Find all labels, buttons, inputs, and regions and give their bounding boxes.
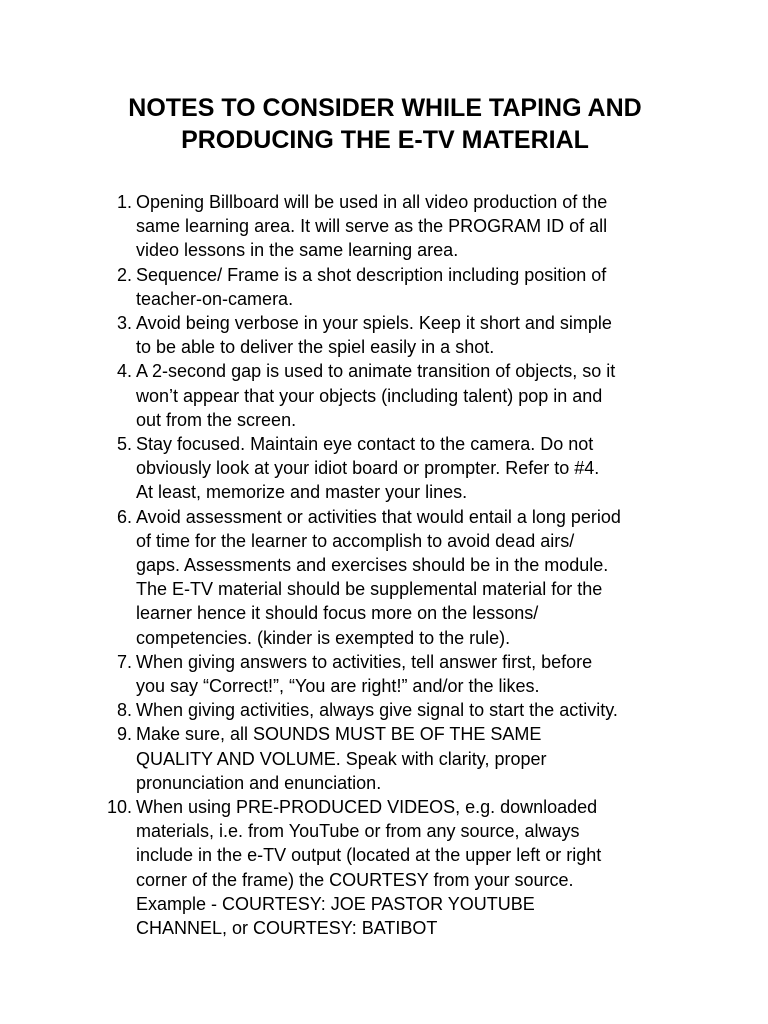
note-item-10 (0, 795, 720, 940)
page-title (40, 92, 730, 156)
note-number: 10. (106, 797, 132, 818)
note-item-9 (0, 722, 720, 795)
note-line: competencies. (kinder is exempted to the rule). (136, 627, 511, 648)
note-line: learner hence it should focus more on the lessons/ (136, 603, 539, 624)
note-line: video lessons in the same learning area. (136, 240, 459, 261)
note-line: you say “Correct!”, “You are right!” and/or the likes. (136, 676, 540, 697)
page-title-line-2: PRODUCING THE E-TV MATERIAL (181, 126, 589, 154)
page-title-line-1: NOTES TO CONSIDER WHILE TAPING AND (128, 94, 642, 122)
note-line: of time for the learner to accomplish to avoid dead airs/ (136, 530, 575, 551)
note-line: obviously look at your idiot board or prompter. Refer to #4. (136, 458, 600, 479)
note-line: teacher-on-camera. (136, 288, 294, 309)
note-number: 7. (116, 651, 132, 672)
note-number: 3. (116, 313, 132, 334)
note-line: CHANNEL, or COURTESY: BATIBOT (136, 918, 438, 939)
note-line: pronunciation and enunciation. (136, 772, 382, 793)
note-line: include in the e-TV output (located at the upper left or right (136, 845, 602, 866)
note-line: Avoid assessment or activities that would entail a long period (136, 506, 621, 527)
note-item-4 (0, 359, 720, 432)
note-item-7 (0, 650, 720, 698)
note-item-2 (0, 263, 720, 311)
note-text (136, 505, 720, 650)
note-line: A 2-second gap is used to animate transition of objects, so it (136, 361, 616, 382)
note-text (136, 722, 720, 795)
note-line: to be able to deliver the spiel easily in a shot. (136, 337, 495, 358)
note-number: 2. (116, 264, 132, 285)
note-line: When giving answers to activities, tell answer first, before (136, 651, 593, 672)
note-item-6 (0, 505, 720, 650)
note-text (136, 432, 720, 505)
note-line: The E-TV material should be supplemental material for the (136, 579, 603, 600)
note-text (136, 698, 720, 722)
note-line: won’t appear that your objects (including talent) pop in and (136, 385, 603, 406)
note-text (136, 795, 720, 940)
note-item-5 (0, 432, 720, 505)
note-line: Stay focused. Maintain eye contact to the camera. Do not (136, 434, 594, 455)
note-line: Make sure, all SOUNDS MUST BE OF THE SAME (136, 724, 542, 745)
note-line: At least, memorize and master your lines. (136, 482, 468, 503)
note-line: When giving activities, always give signal to start the activity. (136, 700, 618, 721)
note-line: Opening Billboard will be used in all video production of the (136, 192, 608, 212)
note-line: gaps. Assessments and exercises should be in the module. (136, 555, 609, 576)
note-line: out from the screen. (136, 409, 297, 430)
note-number: 1. (116, 192, 132, 212)
note-line: When using PRE-PRODUCED VIDEOS, e.g. downloaded (136, 797, 598, 818)
note-number: 9. (116, 724, 132, 745)
note-item-8 (0, 698, 720, 722)
note-number: 8. (116, 700, 132, 721)
note-item-1 (0, 190, 720, 263)
note-line: Example - COURTESY: JOE PASTOR YOUTUBE (136, 893, 535, 914)
note-text (136, 311, 720, 359)
note-text (136, 359, 720, 432)
note-text (136, 263, 720, 311)
note-line: QUALITY AND VOLUME. Speak with clarity, proper (136, 748, 547, 769)
note-number: 5. (116, 434, 132, 455)
note-text (136, 650, 720, 698)
note-line: corner of the frame) the COURTESY from your source. (136, 869, 574, 890)
note-line: materials, i.e. from YouTube or from any source, always (136, 821, 580, 842)
note-item-3 (0, 311, 720, 359)
note-number: 6. (116, 506, 132, 527)
note-text (136, 190, 720, 263)
notes-list (0, 190, 720, 940)
note-line: Sequence/ Frame is a shot description including position of (136, 264, 607, 285)
note-number: 4. (116, 361, 132, 382)
note-line: same learning area. It will serve as the PROGRAM ID of all (136, 216, 608, 237)
note-line: Avoid being verbose in your spiels. Keep it short and simple (136, 313, 612, 334)
